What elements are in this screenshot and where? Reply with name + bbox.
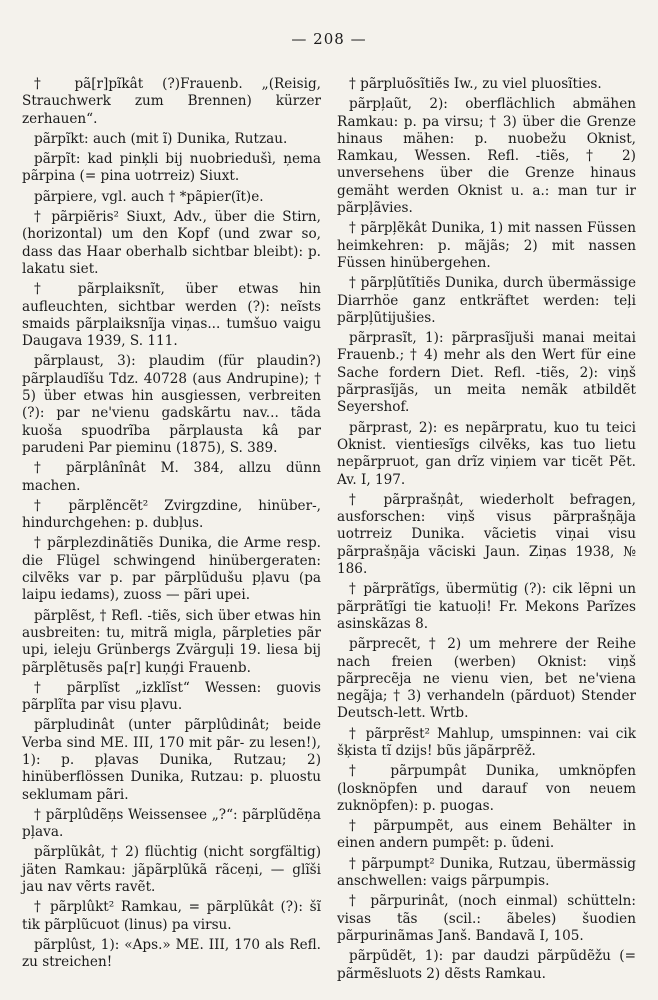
dictionary-entry: pãrprasĩt, 1): pãrprasĩjuši manai meitai Frauenb.; † 4) mehr als den Wert für eine Sache fordern Diet. Refl. -tiẽs, 2): viņš pãrprasĩjãs, un meita nemãk atbildẽt Seyershof. [337, 330, 636, 416]
dictionary-entry: † pãrpumpẽt, aus einem Behälter in einen andern pumpẽt: p. ũdeni. [337, 818, 636, 852]
dictionary-entry: † pãrprašņât, wiederholt befragen, ausforschen: viņš visus pãrprašņãja uotrreiz Dunika. vãcietis viņai visu pãrprašņãja vãciski Jaun. Ziņas 1938, № 186. [337, 491, 636, 578]
dictionary-entry: † pã[r]pĩkât (?)Frauenb. „(Reisig, Strauchwerk zum Brennen) kürzer zerhauen“. [22, 76, 321, 127]
dictionary-entry: † pãrpumpât Dunika, umknöpfen (losknöpfen und darauf von neuem zuknöpfen): p. puogas. [337, 763, 636, 814]
dictionary-entry: † pãrpumpt² Dunika, Rutzau, übermässig anschwellen: vaigs pãrpumpis. [337, 855, 636, 890]
dictionary-entry: † pãrplĩst „izklĩst“ Wessen: guovis pãrplĩta par visu pļavu. [22, 679, 321, 714]
dictionary-entry: † pãrpļũtĩtiẽs Dunika, durch übermässige Diarrhöe ganz entkräftet werden: teļi pãrpļũtijušies. [337, 275, 636, 326]
dictionary-entry: † pãrplânînât M. 384, allzu dünn machen. [22, 460, 321, 494]
dictionary-entry: † pãrprãtĩgs, übermütig (?): cik lẽpni un pãrprãtĩgi tie katuoļi! Fr. Mekons Parĩzes asinskãzas 8. [337, 581, 636, 632]
dictionary-entry: † pãrpluõsĩtiẽs Iw., zu viel pluosĩties. [349, 76, 602, 92]
dictionary-entry: pãrprecẽt, † 2) um mehrere der Reihe nach freien (werben) Oknist: viņš pãrprecẽja ne vienu vien, bet ne'viena negãja; † 3) verhandeln (pãrduot) Stender Deutsch-lett. Wrtb. [337, 636, 636, 722]
dictionary-entry: † pãrplûdẽņs Weissensee „?“: pãrplũdẽņa pļava. [22, 806, 321, 841]
dictionary-entry: pãrpludinât (unter pãrplûdinât; beide Verba sind ME. III, 170 mit pãr- zu lesen!), 1): p. pļavas Dunika, Rutzau; 2) hinüberflössen Dunika, Rutzau: p. pluostu seklumam pãri. [22, 717, 321, 803]
page-number: — 208 — [291, 30, 367, 48]
columns [22, 76, 636, 986]
dictionary-entry: † pãrpurinât, (noch einmal) schütteln: visas tãs (scil.: ãbeles) šuodien pãrpurinãmas Janš. Bandavã I, 105. [337, 893, 636, 944]
dictionary-entry: † pãrplẽncẽt² Zvirgzdine, hinüber-, hindurchgehen: p. dubļus. [22, 497, 321, 532]
dictionary-entry: † pãrplezdinãtiẽs Dunika, die Arme resp. die Flügel schwingend hinübergeraten: cilvẽks var p. par pãrplũdušu pļavu (pa laipu iedams), zuoss — pãri upei. [22, 535, 321, 604]
dictionary-entry: pãrplaust, 3): plaudim (für plaudin?) pãrplaudĩšu Tdz. 40728 (aus Andrupine); † 5) über etwas hin ausgiessen, verbreiten (?): par ne'vienu gadskãrtu nav... tãda kuoša spuodrĩba pãrplausta kâ par parudeni Par pieminu (1875), S. 389. [22, 353, 321, 456]
dictionary-entry: † pãrplûkt² Ramkau, = pãrplũkât (?): šĩ tik pãrplũcuot (linus) pa virsu. [22, 899, 321, 933]
dictionary-entry: pãrplẽst, † Refl. -tiẽs, sich über etwas hin ausbreiten: tu, mitrã migla, pãrpleties pãr upi, ieleju Grünbergs Zvärguļi 19. liesa bij pãrplẽtusẽs pa[r] kuņģi Frauenb. [22, 607, 321, 676]
dictionary-entry: † pãrplaiksnĩt, über etwas hin aufleuchten, sichtbar werden (?): neĩsts smaids pãrplaiksnĩja viņas... tumšuo vaigu Daugava 1939, S. 111. [22, 281, 321, 350]
dictionary-entry: pãrpĩt: kad pinķli bij nuobriedušì, ņema pãrpina (= pina uotrreiz) Siuxt. [22, 151, 321, 185]
dictionary-entry: pãrpĩkt: auch (mit ĩ) Dunika, Rutzau. [34, 130, 288, 147]
right-column [337, 76, 636, 986]
dictionary-entry: pãrprast, 2): es nepãrpratu, kuo tu teici Oknist. vientiesĩgs cilvẽks, kas tuo lietu nepãrpruot, gan drĩz viņiem var ticẽt Pẽt. Av. I, 197. [337, 419, 636, 488]
dictionary-entry: pãrpũdẽt, 1): par daudzi pãrpũdẽžu (= pãrmẽsluots 2) dẽsts Ramkau. [337, 948, 636, 982]
dictionary-entry: † pãrprẽst² Mahlup, umspinnen: vai cik šķista tĩ dzijs! bũs jãpãrprẽž. [337, 725, 636, 759]
dictionary-entry: pãrpļaũt, 2): oberflächlich abmähen Ramkau: p. pa virsu; † 3) über die Grenze hinaus mähen: p. nuobežu Oknist, Ramkau, Wessen. Refl. -tiẽs, † 2) unversehens über die Grenze hinaus gemäht werden Oknist u. a.: man tur ir pãrpļãvies. [337, 96, 636, 217]
left-column [22, 76, 321, 986]
dictionary-entry: pãrplũkât, † 2) flüchtig (nicht sorgfältig) jäten Ramkau: jãpãrplũkã rãceņi, — glĩši jau nav vẽrts ravẽt. [22, 844, 321, 896]
dictionary-entry: pãrpiere, vgl. auch † *pãpier(ĩt)e. [34, 188, 264, 205]
dictionary-entry: † pãrpļẽkât Dunika, 1) mit nassen Füssen heimkehren: p. mãjãs; 2) mit nassen Füssen hinübergehen. [337, 220, 636, 271]
dictionary-entry: † pãrpiẽris² Siuxt, Adv., über die Stirn, (horizontal) um den Kopf (und zwar so, dass das Haar oberhalb sichtbar bleibt): p. lakatu siet. [22, 209, 321, 277]
dictionary-entry: pãrplûst, 1): «Aps.» ME. III, 170 als Refl. zu streichen! [22, 936, 321, 971]
